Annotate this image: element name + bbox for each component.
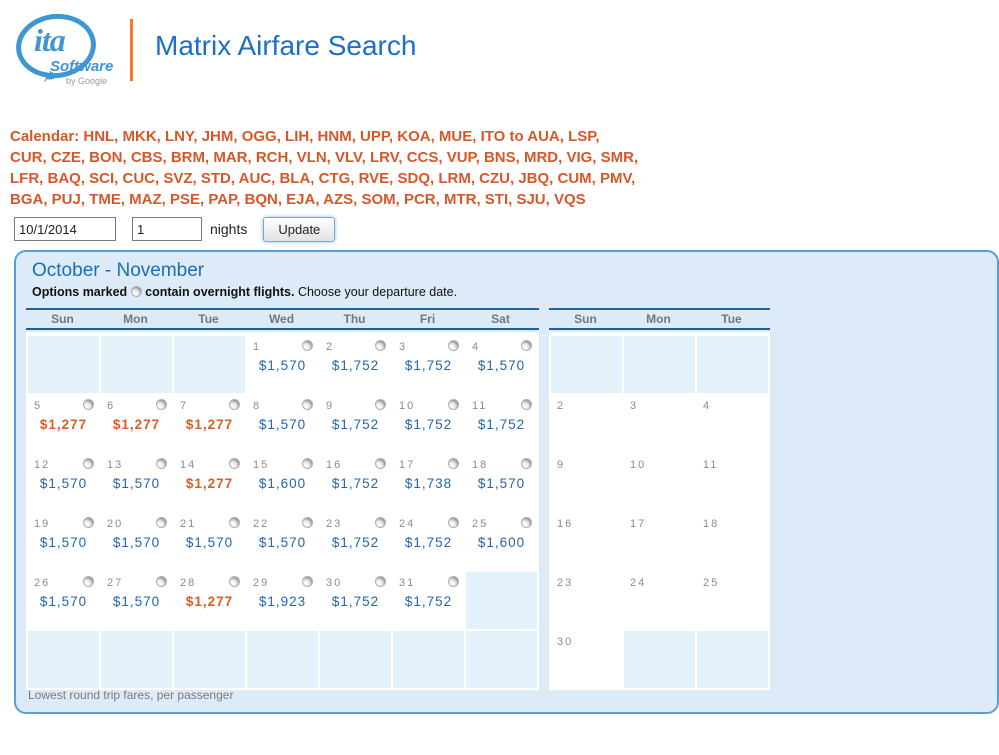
day-number: 11 — [472, 400, 488, 412]
day-number: 3 — [399, 341, 408, 353]
calendar-cell-empty — [624, 336, 695, 393]
day-number: 4 — [472, 341, 481, 353]
calendar-cell-november-3[interactable] — [624, 395, 695, 452]
logo-software-text: Software — [50, 58, 114, 75]
day-number: 16 — [326, 459, 343, 471]
october-grid — [26, 332, 539, 690]
fare-price: $1,738 — [404, 476, 453, 491]
calendar-cell-october-2[interactable] — [320, 336, 391, 393]
calendar-cell-november-25[interactable] — [697, 572, 768, 629]
calendar-cell-empty — [466, 631, 537, 688]
fare-price: $1,277 — [185, 594, 234, 609]
november-calendar — [549, 308, 770, 690]
calendar-cell-empty — [28, 336, 99, 393]
calendar-cell-october-8[interactable] — [247, 395, 318, 452]
day-header-mon: Mon — [123, 312, 148, 326]
nights-label: nights — [210, 221, 248, 237]
day-number: 25 — [472, 518, 489, 530]
calendar-cell-october-16[interactable] — [320, 454, 391, 511]
ita-software-logo — [14, 10, 114, 94]
calendar-cell-empty — [101, 631, 172, 688]
fare-price: $1,600 — [477, 535, 526, 550]
calendar-cell-october-30[interactable] — [320, 572, 391, 629]
app-header — [14, 10, 697, 96]
october-calendar — [26, 308, 539, 690]
note-choose-date: Choose your departure date. — [297, 285, 458, 299]
calendar-cell-empty — [174, 336, 245, 393]
overnight-icon — [229, 458, 240, 469]
day-number: 1 — [253, 341, 262, 353]
overnight-icon — [302, 576, 313, 587]
overnight-icon — [229, 517, 240, 528]
search-form — [14, 215, 697, 243]
day-number: 23 — [557, 577, 574, 589]
fare-price: $1,752 — [477, 417, 526, 432]
calendar-panel — [14, 250, 999, 714]
overnight-icon — [156, 399, 167, 410]
calendar-cell-october-22[interactable] — [247, 513, 318, 570]
calendar-cell-empty — [320, 631, 391, 688]
calendar-cell-october-21[interactable] — [174, 513, 245, 570]
day-number: 4 — [703, 400, 712, 412]
day-number: 7 — [180, 400, 189, 412]
day-number: 28 — [180, 577, 197, 589]
overnight-icon — [156, 576, 167, 587]
calendar-cell-october-31[interactable] — [393, 572, 464, 629]
fare-price: $1,570 — [112, 476, 161, 491]
logo-by-google-text: by Google — [66, 76, 108, 86]
calendar-cell-empty — [101, 336, 172, 393]
overnight-icon — [229, 576, 240, 587]
calendar-cell-november-2[interactable] — [551, 395, 622, 452]
day-number: 15 — [253, 459, 270, 471]
day-number: 2 — [326, 341, 335, 353]
fare-price: $1,752 — [331, 417, 380, 432]
calendar-cell-october-6[interactable] — [101, 395, 172, 452]
november-day-headers — [549, 308, 770, 330]
overnight-icon — [448, 517, 459, 528]
departure-date-input[interactable] — [14, 217, 116, 241]
day-number: 30 — [557, 636, 574, 648]
day-header-sun: Sun — [51, 312, 74, 326]
calendar-cell-october-25[interactable] — [466, 513, 537, 570]
overnight-icon — [131, 286, 142, 297]
fare-price: $1,752 — [331, 594, 380, 609]
overnight-icon — [156, 517, 167, 528]
day-number: 13 — [107, 459, 124, 471]
overnight-icon — [83, 576, 94, 587]
november-grid — [549, 332, 770, 690]
overnight-icon — [448, 458, 459, 469]
overnight-icon — [302, 399, 313, 410]
calendar-cell-october-27[interactable] — [101, 572, 172, 629]
route-label: Calendar: — [10, 128, 80, 145]
fare-price: $1,752 — [404, 417, 453, 432]
day-number: 20 — [107, 518, 124, 530]
fare-price: $1,752 — [331, 358, 380, 373]
calendar-cell-november-11[interactable] — [697, 454, 768, 511]
day-number: 9 — [557, 459, 566, 471]
overnight-icon — [448, 340, 459, 351]
fare-price: $1,570 — [39, 535, 88, 550]
calendar-cell-october-4[interactable] — [466, 336, 537, 393]
day-header-tue: Tue — [198, 312, 219, 326]
overnight-icon — [521, 340, 532, 351]
fare-price: $1,570 — [39, 476, 88, 491]
route-line: LFR, BAQ, SCI, CUC, SVZ, STD, AUC, BLA, CTG, RVE, SDQ, LRM, CZU, JBQ, CUM, PMV, — [10, 170, 636, 187]
overnight-icon — [302, 340, 313, 351]
calendar-cell-empty — [551, 336, 622, 393]
overnight-icon — [375, 576, 386, 587]
calendar-cell-october-1[interactable] — [247, 336, 318, 393]
day-number: 12 — [34, 459, 51, 471]
calendar-cell-november-30[interactable] — [551, 631, 622, 688]
fare-price: $1,570 — [112, 594, 161, 609]
calendar-cell-october-5[interactable] — [28, 395, 99, 452]
calendar-cell-october-18[interactable] — [466, 454, 537, 511]
calendar-cell-october-15[interactable] — [247, 454, 318, 511]
day-number: 10 — [630, 459, 647, 471]
fare-price: $1,570 — [258, 417, 307, 432]
calendar-cell-november-9[interactable] — [551, 454, 622, 511]
fare-price: $1,752 — [331, 476, 380, 491]
day-number: 23 — [326, 518, 343, 530]
calendar-cell-empty — [697, 336, 768, 393]
october-day-headers — [26, 308, 539, 330]
day-number: 30 — [326, 577, 343, 589]
fare-price: $1,570 — [477, 358, 526, 373]
months-row — [26, 308, 997, 690]
overnight-icon — [521, 517, 532, 528]
overnight-icon — [521, 458, 532, 469]
fare-price: $1,570 — [258, 535, 307, 550]
day-number: 18 — [472, 459, 489, 471]
route-line: CUR, CZE, BON, CBS, BRM, MAR, RCH, VLN, VLV, LRV, CCS, VUP, BNS, MRD, VIG, SMR, — [10, 149, 639, 166]
calendar-note — [32, 285, 997, 299]
overnight-icon — [375, 517, 386, 528]
calendar-cell-october-13[interactable] — [101, 454, 172, 511]
day-number: 22 — [253, 518, 270, 530]
calendar-cell-october-23[interactable] — [320, 513, 391, 570]
calendar-cell-october-3[interactable] — [393, 336, 464, 393]
overnight-icon — [448, 399, 459, 410]
day-number: 21 — [180, 518, 197, 530]
calendar-cell-empty — [466, 572, 537, 629]
calendar-month-title: October - November — [32, 260, 205, 281]
calendar-cell-october-20[interactable] — [101, 513, 172, 570]
fare-price: $1,600 — [258, 476, 307, 491]
day-number: 3 — [630, 400, 639, 412]
calendar-cell-empty — [174, 631, 245, 688]
fare-price: $1,752 — [404, 535, 453, 550]
update-button[interactable]: Update — [263, 217, 335, 242]
overnight-icon — [83, 458, 94, 469]
calendar-cell-october-7[interactable] — [174, 395, 245, 452]
overnight-icon — [375, 399, 386, 410]
overnight-icon — [448, 576, 459, 587]
overnight-icon — [156, 458, 167, 469]
day-header-wed: Wed — [268, 312, 295, 326]
day-number: 5 — [34, 400, 43, 412]
calendar-cell-october-17[interactable] — [393, 454, 464, 511]
calendar-cell-november-16[interactable] — [551, 513, 622, 570]
route-line: BGA, PUJ, TME, MAZ, PSE, PAP, BQN, EJA, AZS, SOM, PCR, MTR, STI, SJU, VQS — [10, 191, 586, 208]
logo-ita-text: ita — [34, 22, 65, 58]
day-number: 31 — [399, 577, 416, 589]
overnight-icon — [302, 517, 313, 528]
overnight-icon — [375, 340, 386, 351]
route-line — [10, 126, 696, 147]
calendar-cell-november-4[interactable] — [697, 395, 768, 452]
calendar-cell-empty — [624, 631, 695, 688]
day-number: 11 — [703, 459, 719, 471]
day-header-sat: Sat — [491, 312, 510, 326]
fare-price: $1,570 — [477, 476, 526, 491]
airplane-icon: ✈ — [35, 65, 60, 88]
calendar-cell-november-18[interactable] — [697, 513, 768, 570]
calendar-cell-october-9[interactable] — [320, 395, 391, 452]
day-number: 18 — [703, 518, 720, 530]
calendar-cell-october-24[interactable] — [393, 513, 464, 570]
route-codes: HNL, MKK, LNY, JHM, OGG, LIH, HNM, UPP, KOA, MUE, ITO to AUA, LSP, — [83, 128, 600, 145]
overnight-icon — [521, 399, 532, 410]
fare-price: $1,277 — [185, 476, 234, 491]
calendar-cell-october-19[interactable] — [28, 513, 99, 570]
fare-price: $1,752 — [404, 358, 453, 373]
day-header-mon: Mon — [646, 312, 671, 326]
calendar-cell-empty — [247, 631, 318, 688]
calendar-cell-october-28[interactable] — [174, 572, 245, 629]
fare-price: $1,752 — [404, 594, 453, 609]
day-number: 26 — [34, 577, 51, 589]
fare-price: $1,277 — [112, 417, 161, 432]
overnight-icon — [375, 458, 386, 469]
overnight-icon — [83, 399, 94, 410]
page — [0, 10, 742, 755]
fare-price: $1,570 — [258, 358, 307, 373]
calendar-cell-november-23[interactable] — [551, 572, 622, 629]
day-number: 16 — [557, 518, 574, 530]
calendar-cell-november-10[interactable] — [624, 454, 695, 511]
day-number: 2 — [557, 400, 566, 412]
fare-price: $1,277 — [185, 417, 234, 432]
day-number: 19 — [34, 518, 51, 530]
calendar-footer-note: Lowest round trip fares, per passenger — [28, 688, 234, 702]
calendar-cell-empty — [28, 631, 99, 688]
day-number: 14 — [180, 459, 197, 471]
day-number: 25 — [703, 577, 720, 589]
fare-price: $1,277 — [39, 417, 88, 432]
calendar-cell-october-26[interactable] — [28, 572, 99, 629]
nights-input[interactable] — [132, 217, 202, 241]
overnight-icon — [229, 399, 240, 410]
fare-price: $1,923 — [258, 594, 307, 609]
page-title: Matrix Airfare Search — [155, 30, 417, 61]
day-number: 24 — [399, 518, 416, 530]
calendar-cell-october-12[interactable] — [28, 454, 99, 511]
day-header-fri: Fri — [419, 312, 436, 326]
day-number: 6 — [107, 400, 116, 412]
header-divider — [130, 19, 133, 81]
calendar-cell-october-29[interactable] — [247, 572, 318, 629]
day-header-thu: Thu — [343, 312, 366, 326]
day-number: 27 — [107, 577, 124, 589]
note-options-marked: Options marked — [32, 285, 128, 299]
fare-price: $1,752 — [331, 535, 380, 550]
day-number: 24 — [630, 577, 647, 589]
fare-price: $1,570 — [112, 535, 161, 550]
day-number: 9 — [326, 400, 335, 412]
day-number: 29 — [253, 577, 270, 589]
calendar-cell-october-10[interactable] — [393, 395, 464, 452]
overnight-icon — [302, 458, 313, 469]
note-contain-overnight: contain overnight flights. — [145, 285, 295, 299]
calendar-cell-november-17[interactable] — [624, 513, 695, 570]
calendar-cell-november-24[interactable] — [624, 572, 695, 629]
day-number: 17 — [399, 459, 416, 471]
day-number: 10 — [399, 400, 416, 412]
day-header-tue: Tue — [721, 312, 742, 326]
route-summary — [10, 126, 696, 210]
fare-price: $1,570 — [39, 594, 88, 609]
calendar-cell-october-11[interactable] — [466, 395, 537, 452]
overnight-icon — [83, 517, 94, 528]
day-header-sun: Sun — [574, 312, 597, 326]
calendar-cell-october-14[interactable] — [174, 454, 245, 511]
fare-price: $1,570 — [185, 535, 234, 550]
calendar-cell-empty — [697, 631, 768, 688]
day-number: 8 — [253, 400, 262, 412]
day-number: 17 — [630, 518, 647, 530]
calendar-cell-empty — [393, 631, 464, 688]
